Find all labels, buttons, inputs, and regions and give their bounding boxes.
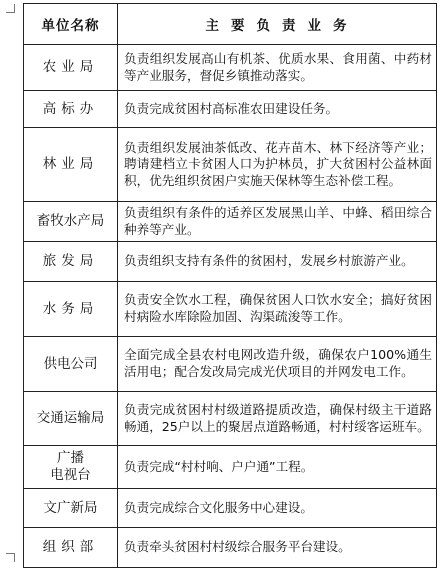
corner-crop-mark [6,4,15,13]
unit-cell: 高标办 [24,91,118,128]
unit-cell: 林业局 [24,128,118,202]
table-row [24,489,437,528]
unit-cell-line1: 广播 [57,450,84,466]
unit-cell: 供电公司 [24,337,118,392]
duty-cell: 负责组织发展高山有机茶、优质水果、食用菌、中药材等产业服务，督促乡镇推动落实。 [118,45,437,91]
duty-cell: 负责完成贫困村高标准农田建设任务。 [118,91,437,128]
unit-cell: 农业局 [24,45,118,91]
unit-cell: 畜牧水产局 [24,202,118,242]
duty-cell: 负责安全饮水工程，确保贫困人口饮水安全；搞好贫困村病险水库除险加固、沟渠疏浚等工作。 [118,282,437,337]
unit-cell: 文广新局 [24,489,118,528]
table-row [24,45,437,91]
table-row [24,446,437,489]
unit-cell: 水务局 [24,282,118,337]
unit-cell-line2: 电视台 [50,467,91,483]
duty-cell: 负责组织发展油茶低改、花卉苗木、林下经济等产业；聘请建档立卡贫困人口为护林员，扩大贫困村公益林面积，优先组织贫困户实施天保林等生态补偿工程。 [118,128,437,202]
table-row [24,528,437,568]
responsibility-table [23,3,437,568]
duty-cell: 负责完成“村村响、户户通”工程。 [118,446,437,489]
header-unit-name: 单位名称 [24,4,118,45]
duty-cell: 负责组织有条件的适养区发展黑山羊、中蜂、稻田综合种养等产业。 [118,202,437,242]
header-main-duties: 主要负责业务 [118,4,437,45]
duty-cell: 负责完成贫困村村级道路提质改造，确保村级主干道路畅通，25户以上的聚居点道路畅通，村村绥客运班车。 [118,392,437,446]
table-row [24,242,437,282]
duty-cell: 负责牵头贫困村村级综合服务平台建设。 [118,528,437,568]
unit-cell: 组织部 [24,528,118,568]
corner-crop-mark [6,553,15,562]
unit-cell: 旅发局 [24,242,118,282]
table-header-row [24,4,437,45]
table-row [24,337,437,392]
table-row [24,202,437,242]
duty-cell: 负责组织支持有条件的贫困村，发展乡村旅游产业。 [118,242,437,282]
table-row [24,282,437,337]
duty-cell: 负责完成综合文化服务中心建设。 [118,489,437,528]
table-row [24,91,437,128]
unit-cell [24,446,118,489]
table-row [24,392,437,446]
table-row [24,128,437,202]
duty-cell: 全面完成全县农村电网改造升级，确保农户100%通生活用电；配合发改局完成光伏项目的并网发电工作。 [118,337,437,392]
unit-cell: 交通运输局 [24,392,118,446]
